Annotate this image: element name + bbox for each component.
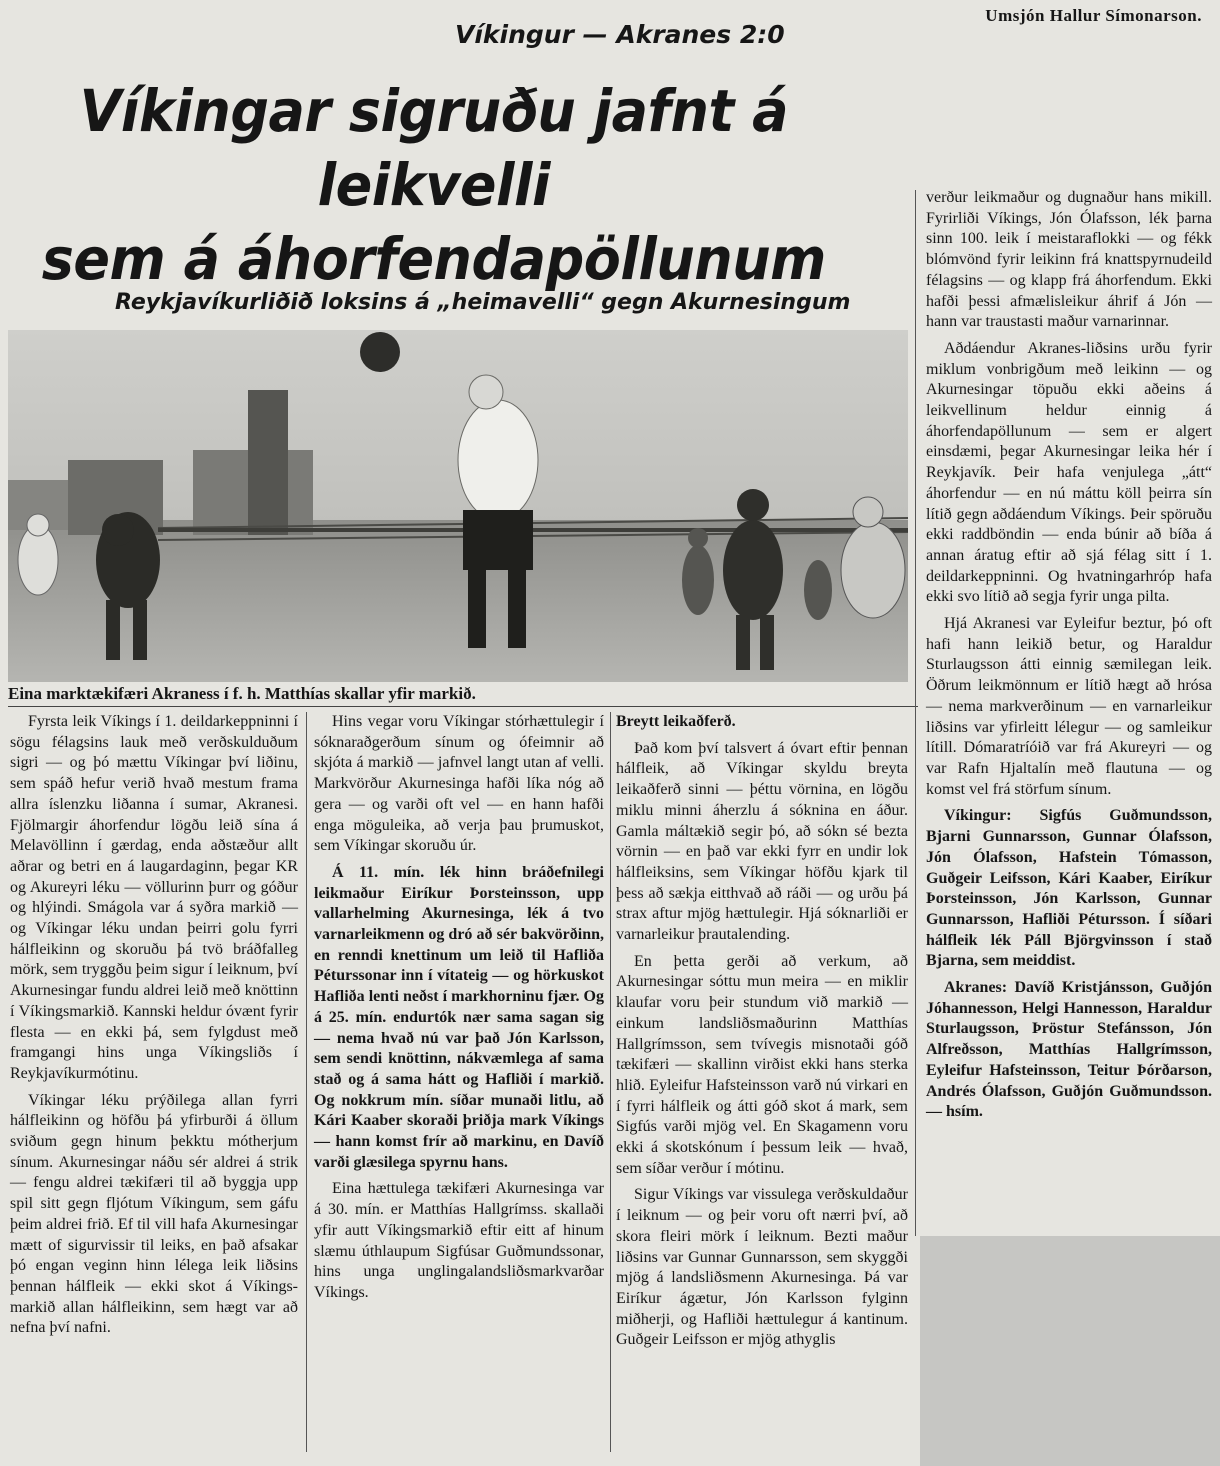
col3-paragraph-2: En þetta gerði að verkum, að Akurnesingar sóttu mun meira — en miklir klaufar voru þeir stundum við markið — einkum landsliðsmaðurinn Matthías Hallgrímsson, sem tvívegis misnotaði góð tækifæri — skallinn virðist ekki hans sterka hlið. Eyleifur Hafsteinsson varð nú virkari en í fyrri hálfleik og átti góð skot á mark, sem Sigfús varði mjög vel. En Skagamenn voru ekki á skotskónum í þessum leik — hvað, sem síðar verður í mótinu.	[616, 952, 908, 1177]
col4-paragraph-1: verður leikmaður og dugnaður hans mikill. Fyrirliði Víkings, Jón Ólafsson, lék þarna sinn 100. leik í meistaraflokki — og fékk blómvönd fyrir leikinn frá knattspyrnudeild félagsins — og klapp frá áhorfendum. Ekki hafði þessi afmælisleikur áhrif á Jón — hann var traustasti maður varnarinnar.	[926, 189, 1212, 331]
section-heading: Breytt leikaðferð.	[616, 713, 736, 730]
photo-caption: Eina marktækifæri Akraness í f. h. Matthías skallar yfir markið.	[8, 684, 476, 703]
column-divider-3	[915, 190, 916, 1236]
match-photo	[8, 330, 908, 682]
headline-line-2: sem á áhorfendapöllunum	[41, 225, 826, 293]
article-column-2	[314, 712, 604, 1304]
col3-paragraph-3: Sigur Víkings var vissulega verðskuldaður í leiknum — og þeir voru oft nærri því, að skora fleiri mörk í leiknum. Bezti maður liðsins var Gunnar Gunnarsson, sem skyggði mjög á landsliðsmenn Akurnesinga. Þá var Eiríkur ágætur, Jón Karlsson fylginn miðherji, og Hafliði hættulegur á kantinum. Guðgeir Leifsson er mjög athyglis	[616, 1186, 908, 1349]
photo-illustration	[8, 330, 908, 682]
col2-paragraph-3: Eina hættulega tækifæri Akurnesinga var á 30. mín. er Matthías Hallgrímss. skallaði yfir autt Víkingsmarkið eftir eitt af hinum slæmu úthlaupum Sigfúsar Guðmundssonar, hins unga unglingalandsliðsmarkvarðar Víkings.	[314, 1180, 604, 1301]
col3-paragraph-1: Það kom því talsvert á óvart eftir þennan hálfleik, að Víkingar skyldu breyta leikaðferð sinni — þéttu vörnina, en lögðu miklu minni áherzlu á sóknina en áður. Gamla máltækið segir þó, að sókn sé bezta vörnin — en það var ekki fyrr en undir lok hálfleiksins, sem Víkingar höfðu kjark til þess að sækja eitthvað að ráði — og urðu þá strax aftur mjög hættulegir. Hjá sóknarliði er varnarleikur þrautalending.	[616, 739, 908, 944]
caption-rule	[8, 706, 918, 707]
col2-paragraph-2: Á 11. mín. lék hinn bráðefnilegi leikmaður Eiríkur Þorsteinsson, upp vallarhelming Akurnesinga, lék á tvo varnarleikmenn og dró að sér bakvörðinn, en renndi knettinum um leið til Hafliða Péturssonar inn í vítateig — og hörkuskot Hafliða lenti neðst í markhorninu fjær. Og á 25. mín. endurtók nær sama sagan sig — nema hvað nú var það Jón Karlsson, sem sendi knöttinn, nákvæmlega af sama stað og á sama hátt og Hafliði í markið. Og nokkrum mín. síðar munaði litlu, að Kári Kaaber skoraði þriðja mark Víkings — hann komst frír að markinu, en Davíð varði glæsilega spyrnu hans.	[314, 863, 604, 1171]
col1-paragraph-1: Fyrsta leik Víkings í 1. deildarkeppninni í sögu félagsins lauk með verðskulduðum sigri — og þó mættu Víkingar því liðinu, sem spáð hefur verið hvað mestum frama allra íslenzku liðanna í sumar, Akranesi. Fjölmargir áhorfendur lögðu leið sína á Melavöllinn í gærdag, enda aðstæður allt aðrar og betri en á laugardaginn, þegar KR og Akureyri léku — völlurinn þurr og góður og hlýindi. Smágola var á syðra markið — og Víkingar léku undan þeirri golu fyrri hálfleikinn og skoruðu þá tvö bráðfalleg mörk, sem tryggðu þeim sigur í leiknum, því Akurnesingar fundu aldrei leið með knöttinn í Víkingsmarkið. Kannski heldur óvænt fyrir flesta — en ekki þá, sem fylgdust með framgangi hins unga Víkingsliðs í Reykjavíkurmótinu.	[10, 713, 298, 1082]
article-column-1	[10, 712, 298, 1339]
article-column-3	[616, 712, 908, 1351]
lineup-akranes: Akranes: Davíð Kristjánsson, Guðjón Jóhannesson, Helgi Hannesson, Haraldur Sturlaugsson, Þröstur Stefánsson, Jón Alfreðsson, Matthías Hallgrímsson, Eyleifur Hafsteinsson, Teitur Þórðarson, Andrés Ólafsson, Guðjón Guðmundsson. — hsím.	[926, 979, 1212, 1121]
article-column-4	[926, 188, 1212, 1123]
subheadline: Reykjavíkurliðið loksins á „heimavelli“ gegn Akurnesingum	[115, 290, 851, 315]
col1-paragraph-2: Víkingar léku prýðilega allan fyrri hálfleikinn og höfðu þá yfirburði á öllum sviðum gegn hinum þekktu mótherjum sínum. Akurnesingar náðu sér aldrei á strik — fengu aldrei tækifæri til að byggja upp spil sitt gegn fljótum Víkingum, sem gáfu þeim aldrei frið. Ef til vill hafa Akurnesingar mætt of sigurvissir til leiks, en það afsakar þó engan veginn hinn lélega leik liðsins þennan hálfleik — ekki skot á Víkings-markið allan hálfleikinn, sem hægt var að nefna því nafni.	[10, 1091, 298, 1337]
col2-paragraph-1: Hins vegar voru Víkingar stórhættulegir í sóknaraðgerðum sínum og ófeimnir að skjóta á markið — jafnvel langt utan af velli. Markvörður Akurnesinga hafði líka nóg að gera — og varði oft vel — en hann hafði enga möguleika, að verja þau þrumuskot, sem Víkingar skoruðu úr.	[314, 713, 604, 855]
headline	[20, 74, 848, 296]
match-result: Víkingur — Akranes 2:0	[455, 20, 785, 49]
col4-paragraph-3: Hjá Akranesi var Eyleifur beztur, þó oft hafi hann leikið betur, og Haraldur Sturlaugsson átti einnig sæmilegan leik. Öðrum leikmönnum er lítið hægt að hrósa — nema markverðinum — en varnarleikur liðsins var yfirleitt lélegur — og samleikur lítill. Dómaratríóið var frá Akureyri — og var Rafn Hjaltalín með flautuna — og komst vel frá störfum sínum.	[926, 615, 1212, 798]
column-divider-2	[610, 712, 611, 1452]
col4-paragraph-2: Aðdáendur Akranes-liðsins urðu fyrir miklum vonbrigðum með leikinn — og Akurnesingar töpuðu ekki aðeins á leikvellinum heldur einnig á áhorfendapöllunum — sem er algert einsdæmi, þegar Akurnesingar leika hér í Reykjavík. Þeir hafa venjulega „átt“ áhorfendur — en nú máttu köll þeirra sín lítið gegn aðdáendum Víkings. Þeir spöruðu ekki raddböndin — enda búnir að bíða á annan áratug eftir að sjá félag sitt í 1. deildarkeppninni. Og hvatningarhróp hafa ekki svo lítið að segja fyrir unga pilta.	[926, 339, 1212, 606]
lineup-vikingur: Víkingur: Sigfús Guðmundsson, Bjarni Gunnarsson, Gunnar Ólafsson, Jón Ólafsson, Hafstein Tómasson, Guðgeir Leifsson, Kári Kaaber, Eiríkur Þorsteinsson, Jón Karlsson, Gunnar Gunnarsson, Hafliði Pétursson. Í síðari hálfleik lék Páll Björgvinsson í stað Bjarna, sem meiddist.	[926, 807, 1212, 970]
column-divider-1	[306, 712, 307, 1452]
scan-background	[920, 1236, 1220, 1466]
editor-credit: Umsjón Hallur Símonarson.	[985, 6, 1202, 25]
headline-line-1: Víkingar sigruðu jafnt á leikvelli	[79, 77, 789, 219]
